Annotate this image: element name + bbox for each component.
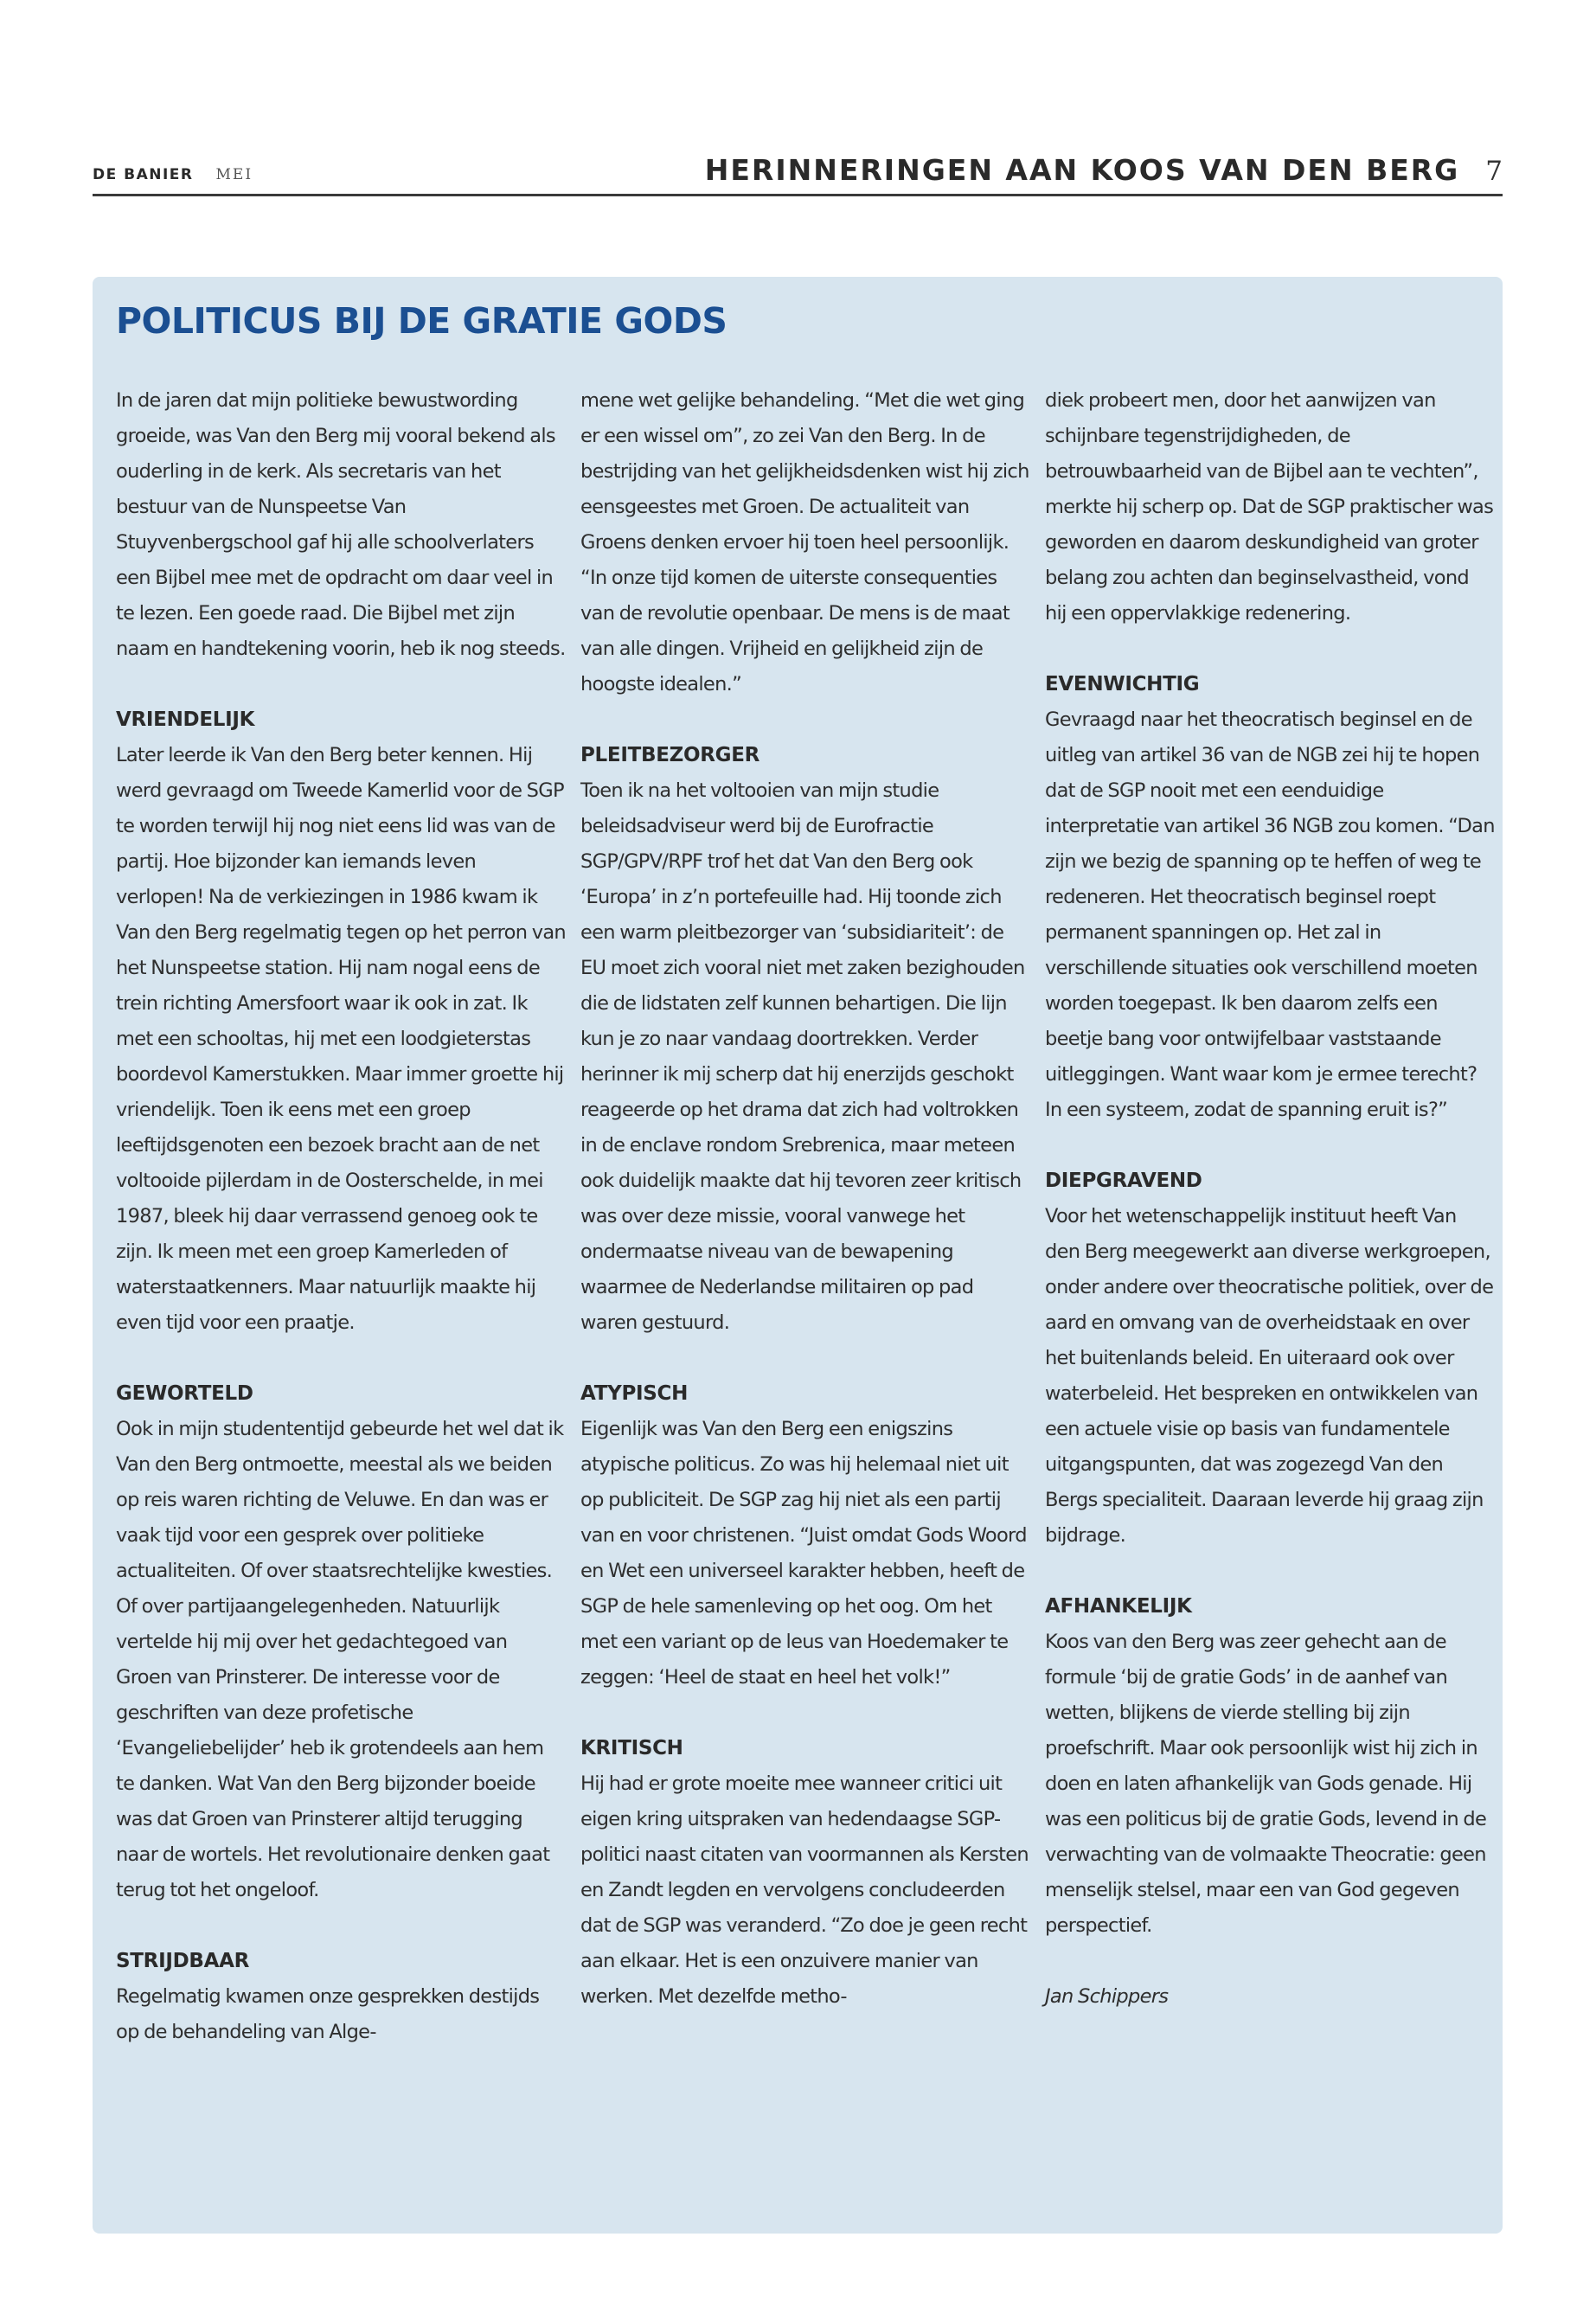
- section-text-pleitbezorger: Toen ik na het voltooien van mijn studie beleidsadviseur werd bij de Eurofractie SGP/GPV/RPF trof het dat Van den Berg ook ‘Europa’ in z’n portefeuille had. Hij toonde zich een warm pleitbezorger van ‘subsidiariteit’: de EU moet zich vooral niet met zaken bezighouden die de lidstaten zelf kunnen behartigen. Die lijn kun je zo naar vandaag doortrekken. Verder herinner ik mij scherp dat hij enerzijds geschokt reageerde op het drama dat zich had voltrokken in de enclave rondom Srebrenica, maar meteen ook duidelijk maakte dat hij tevoren zeer kritisch was over deze missie, vooral vanwege het ondermaatse niveau van de bewapening waarmee de Nederlandse militairen op pad waren gestuurd.: [580, 779, 1025, 1334]
- magazine-name: DE BANIER: [93, 166, 194, 183]
- section-heading-pleitbezorger: PLEITBEZORGER: [580, 744, 760, 766]
- section-text-strijdbaar-part1: Regelmatig kwamen onze gesprekken destijds op de behandeling van Alge-: [116, 1985, 540, 2043]
- author-signature: Jan Schippers: [1045, 1985, 1169, 2008]
- section-heading-geworteld: GEWORTELD: [116, 1382, 253, 1405]
- section-heading-evenwichtig: EVENWICHTIG: [1045, 673, 1200, 695]
- article-column-3: [1045, 383, 1495, 2015]
- header-left: [93, 166, 253, 183]
- article-column-2: [580, 383, 1030, 2015]
- section-text-atypisch: Eigenlijk was Van den Berg een enigszins atypische politicus. Zo was hij helemaal niet uit op publiciteit. De SGP zag hij niet als een partij van en voor christenen. “Juist omdat Gods Woord en Wet een universeel karakter hebben, heeft de SGP de hele samenleving op het oog. Om het met een variant op de leus van Hoedemaker te zeggen: ‘Heel de staat en heel het volk!”: [580, 1418, 1027, 1689]
- section-text-kritisch-part2: diek probeert men, door het aanwijzen van schijnbare tegenstrijdigheden, de betrouwbaarheid van de Bijbel aan te vechten”, merkte hij scherp op. Dat de SGP praktischer was geworden en daarom deskundigheid van groter belang zou achten dan beginselvastheid, vond hij een oppervlakkige redenering.: [1045, 389, 1494, 625]
- section-text-evenwichtig: Gevraagd naar het theocratisch beginsel en de uitleg van artikel 36 van de NGB zei hij te hopen dat de SGP nooit met een eenduidige interpretatie van artikel 36 NGB zou komen. “Dan zijn we bezig de spanning op te heffen of weg te redeneren. Het theocratisch beginsel roept permanent spanningen op. Het zal in verschillende situaties ook verschillend moeten worden toegepast. Ik ben daarom zelfs een beetje bang voor ontwijfelbaar vaststaande uitleggingen. Want waar kom je ermee terecht? In een systeem, zodat de spanning eruit is?”: [1045, 708, 1495, 1121]
- section-heading-vriendelijk: VRIENDELIJK: [116, 708, 255, 731]
- article-column-1: [116, 383, 566, 2050]
- section-heading-strijdbaar: STRIJDBAAR: [116, 1950, 250, 1972]
- header-right: [705, 153, 1503, 187]
- section-text-strijdbaar-part2: mene wet gelijke behandeling. “Met die wet ging er een wissel om”, zo zei Van den Berg. In de bestrijding van het gelijkheidsdenken wist hij zich eensgeestes met Groen. De actualiteit van Groens denken ervoer hij toen heel persoonlijk. “In onze tijd komen de uiterste consequenties van de revolutie openbaar. De mens is de maat van alle dingen. Vrijheid en gelijkheid zijn de hoogste idealen.”: [580, 389, 1029, 695]
- section-heading-diepgravend: DIEPGRAVEND: [1045, 1170, 1202, 1192]
- issue-month: MEI: [215, 166, 253, 183]
- section-text-vriendelijk: Later leerde ik Van den Berg beter kennen. Hij werd gevraagd om Tweede Kamerlid voor de SGP te worden terwijl hij nog niet eens lid was van de partij. Hoe bijzonder kan iemands leven verlopen! Na de verkiezingen in 1986 kwam ik Van den Berg regelmatig tegen op het perron van het Nunspeetse station. Hij nam nogal eens de trein richting Amersfoort waar ik ook in zat. Ik met een schooltas, hij met een loodgieterstas boordevol Kamerstukken. Maar immer groette hij vriendelijk. Toen ik eens met een groep leeftijdsgenoten een bezoek bracht aan de net voltooide pijlerdam in de Oosterschelde, in mei 1987, bleek hij daar verrassend genoeg ook te zijn. Ik meen met een groep Kamerleden of waterstaatkenners. Maar natuurlijk maakte hij even tijd voor een praatje.: [116, 744, 566, 1334]
- article-box: [93, 277, 1503, 2234]
- section-text-kritisch-part1: Hij had er grote moeite mee wanneer critici uit eigen kring uitspraken van hedendaagse SGP-politici naast citaten van voormannen als Kersten en Zandt legden en vervolgens concludeerden dat de SGP was veranderd. “Zo doe je geen recht aan elkaar. Het is een onzuivere manier van werken. Met dezelfde metho-: [580, 1772, 1029, 2008]
- section-text-diepgravend: Voor het wetenschappelijk instituut heeft Van den Berg meegewerkt aan diverse werkgroepen, onder andere over theocratische politiek, over de aard en omvang van de overheidstaak en over het buitenlands beleid. En uiteraard ook over waterbeleid. Het bespreken en ontwikkelen van een actuele visie op basis van fundamentele uitgangspunten, dat was zogezegd Van den Bergs specialiteit. Daaraan leverde hij graag zijn bijdrage.: [1045, 1205, 1494, 1547]
- page-header: [93, 145, 1503, 196]
- section-title: HERINNERINGEN AAN KOOS VAN DEN BERG: [704, 153, 1460, 187]
- article-title: POLITICUS BIJ DE GRATIE GODS: [116, 300, 727, 342]
- section-heading-kritisch: KRITISCH: [580, 1737, 683, 1759]
- section-heading-atypisch: ATYPISCH: [580, 1382, 689, 1405]
- section-text-geworteld: Ook in mijn studententijd gebeurde het wel dat ik Van den Berg ontmoette, meestal als we beiden op reis waren richting de Veluwe. En dan was er vaak tijd voor een gesprek over politieke actualiteiten. Of over staatsrechtelijke kwesties. Of over partijaangelegenheden. Natuurlijk vertelde hij mij over het gedachtegoed van Groen van Prinsterer. De interesse voor de geschriften van deze profetische ‘Evangeliebelijder’ heb ik grotendeels aan hem te danken. Wat Van den Berg bijzonder boeide was dat Groen van Prinsterer altijd terugging naar de wortels. Het revolutionaire denken gaat terug tot het ongeloof.: [116, 1418, 564, 1901]
- section-heading-afhankelijk: AFHANKELIJK: [1045, 1595, 1192, 1618]
- page-number: 7: [1485, 156, 1503, 187]
- section-text-afhankelijk: Koos van den Berg was zeer gehecht aan de formule ‘bij de gratie Gods’ in de aanhef van wetten, blijkens de vierde stelling bij zijn proefschrift. Maar ook persoonlijk wist hij zich in doen en laten afhankelijk van Gods genade. Hij was een politicus bij de gratie Gods, levend in de verwachting van de volmaakte Theocratie: geen menselijk stelsel, maar een van God gegeven perspectief.: [1045, 1631, 1487, 1937]
- article-intro: In de jaren dat mijn politieke bewustwording groeide, was Van den Berg mij vooral bekend als ouderling in de kerk. Als secretaris van het bestuur van de Nunspeetse Van Stuyvenbergschool gaf hij alle schoolverlaters een Bijbel mee met de opdracht om daar veel in te lezen. Een goede raad. Die Bijbel met zijn naam en handtekening voorin, heb ik nog steeds.: [116, 389, 566, 660]
